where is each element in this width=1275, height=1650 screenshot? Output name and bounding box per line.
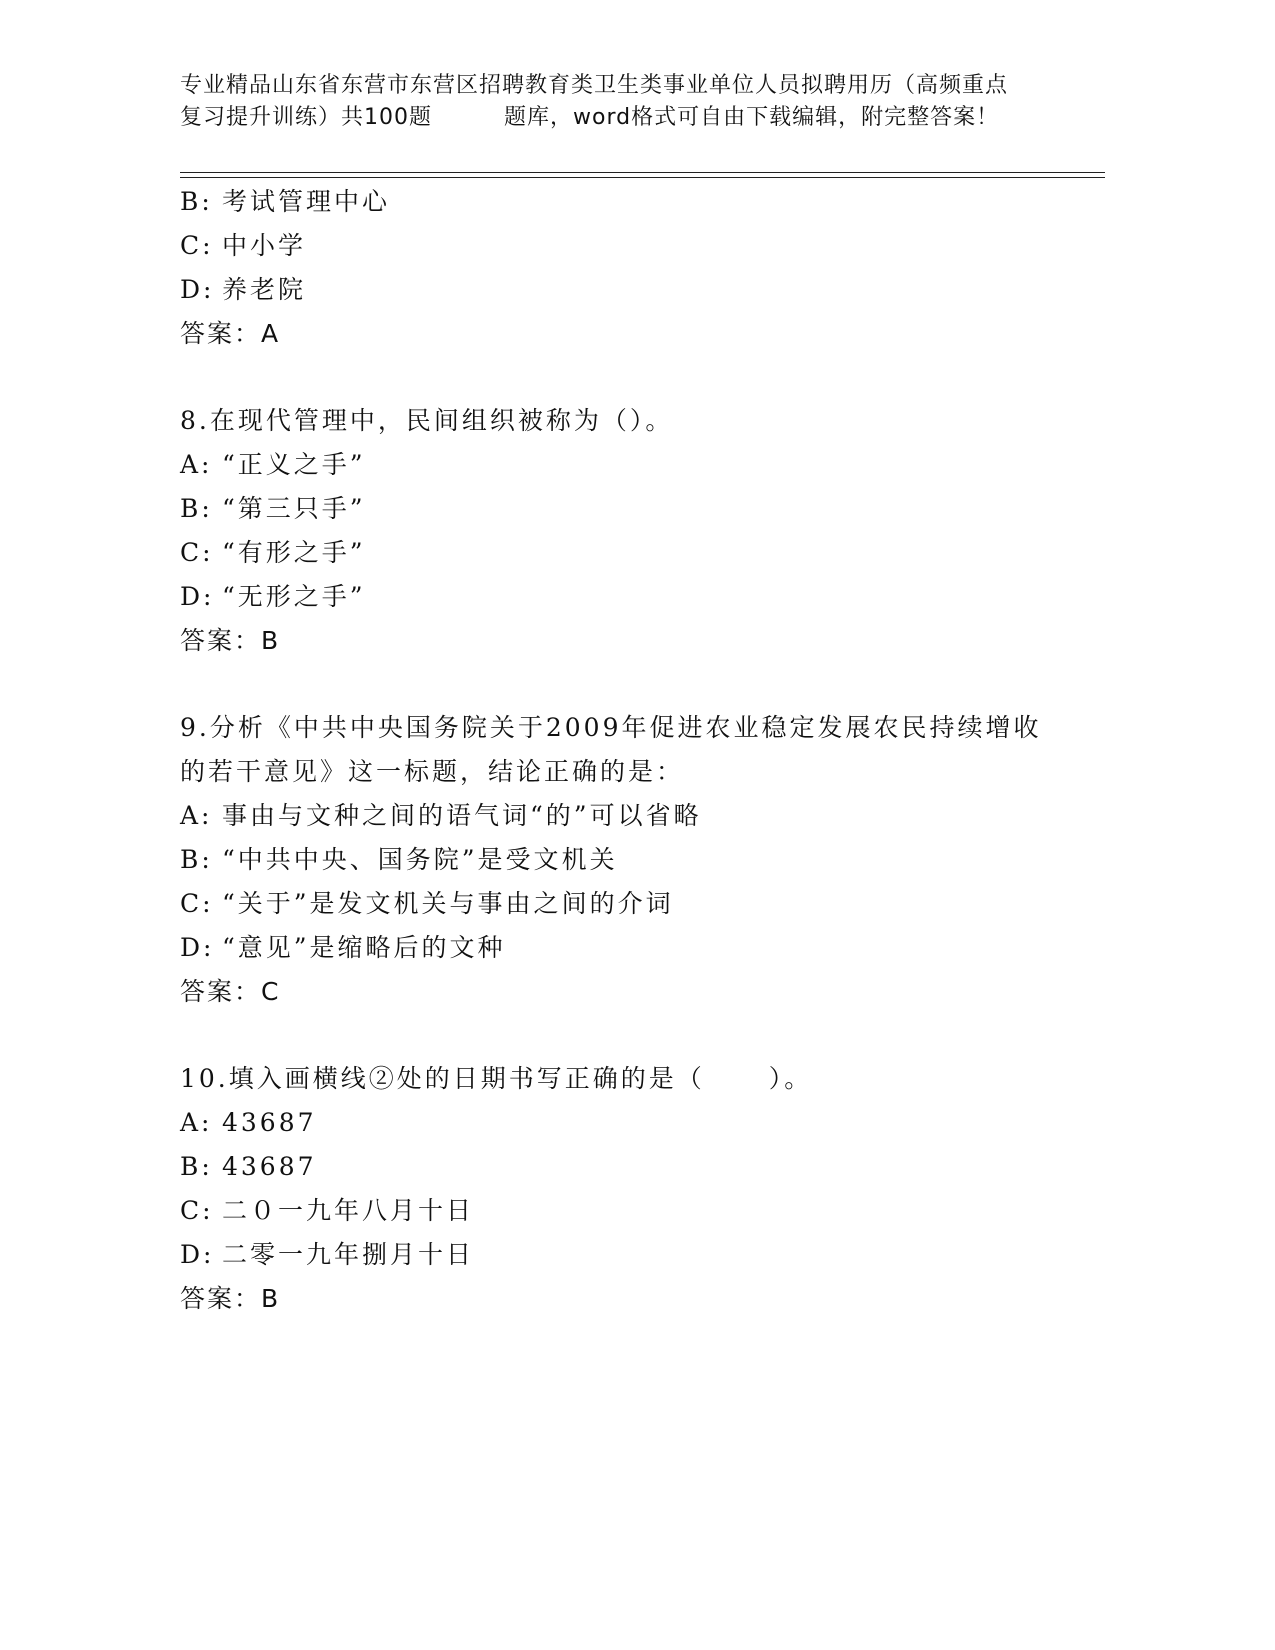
option-c: C: 中小学: [180, 231, 307, 260]
option-text: “中共中央、国务院”是受文机关: [222, 845, 618, 874]
header-divider-bottom: [180, 177, 1105, 178]
option-text: 考试管理中心: [222, 187, 391, 216]
option-text: 43687: [222, 1108, 317, 1137]
header-title-line1: 专业精品山东省东营市东营区招聘教育类卫生类事业单位人员拟聘用历（高频重点: [180, 73, 1009, 98]
question-text: [180, 1057, 1080, 1101]
question-10: [180, 1057, 1080, 1321]
question-9: [180, 706, 1080, 1014]
answer-label: 答案：C: [180, 977, 281, 1006]
option-text: 事由与文种之间的语气词“的”可以省略: [222, 801, 702, 830]
option-a: A: “正义之手”: [180, 450, 366, 479]
option-text: 养老院: [222, 275, 307, 304]
option-text: 二０一九年八月十日: [222, 1196, 475, 1225]
question-text: 8.在现代管理中，民间组织被称为（）。: [180, 406, 674, 435]
question-text-part1: 10.填入画横线②处的日期书写正确的是（: [180, 1064, 705, 1093]
question-7: [180, 180, 1080, 356]
document-header: [180, 70, 1060, 134]
option-text: “意见”是缩略后的文种: [222, 933, 506, 962]
option-b: B: 考试管理中心: [180, 187, 391, 216]
answer-label: 答案：B: [180, 626, 281, 655]
option-d: D: 养老院: [180, 275, 307, 304]
question-8: [180, 399, 1080, 663]
option-d: D: “无形之手”: [180, 582, 366, 611]
header-title-line2: [180, 102, 1060, 134]
option-b: B: 43687: [180, 1152, 317, 1181]
header-divider-top: [180, 172, 1105, 173]
header-title-line2-part2: 题库，word格式可自由下载编辑，附完整答案！: [504, 105, 1000, 130]
option-text: “第三只手”: [222, 494, 366, 523]
option-text: “关于”是发文机关与事由之间的介词: [222, 889, 674, 918]
option-c: C: “关于”是发文机关与事由之间的介词: [180, 889, 674, 918]
question-list: [180, 180, 1080, 1321]
option-b: B: “中共中央、国务院”是受文机关: [180, 845, 618, 874]
option-d: D: 二零一九年捌月十日: [180, 1240, 475, 1269]
option-c: C: 二０一九年八月十日: [180, 1196, 475, 1225]
option-text: 二零一九年捌月十日: [222, 1240, 475, 1269]
option-c: C: “有形之手”: [180, 538, 366, 567]
question-text-line2: 的若干意见》这一标题，结论正确的是：: [180, 757, 685, 786]
option-text: “无形之手”: [222, 582, 366, 611]
option-text: “正义之手”: [222, 450, 366, 479]
option-a: A: 43687: [180, 1108, 317, 1137]
answer-label: 答案：A: [180, 319, 281, 348]
option-a: A: 事由与文种之间的语气词“的”可以省略: [180, 801, 702, 830]
question-text-line1: 9.分析《中共中央国务院关于2009年促进农业稳定发展农民持续增收: [180, 713, 1042, 742]
question-text-part2: ）。: [768, 1064, 813, 1093]
option-text: 中小学: [222, 231, 307, 260]
option-d: D: “意见”是缩略后的文种: [180, 933, 506, 962]
option-text: “有形之手”: [222, 538, 366, 567]
option-b: B: “第三只手”: [180, 494, 366, 523]
header-title-line2-part1: 复习提升训练）共100题: [180, 105, 432, 130]
option-text: 43687: [222, 1152, 317, 1181]
answer-label: 答案：B: [180, 1284, 281, 1313]
